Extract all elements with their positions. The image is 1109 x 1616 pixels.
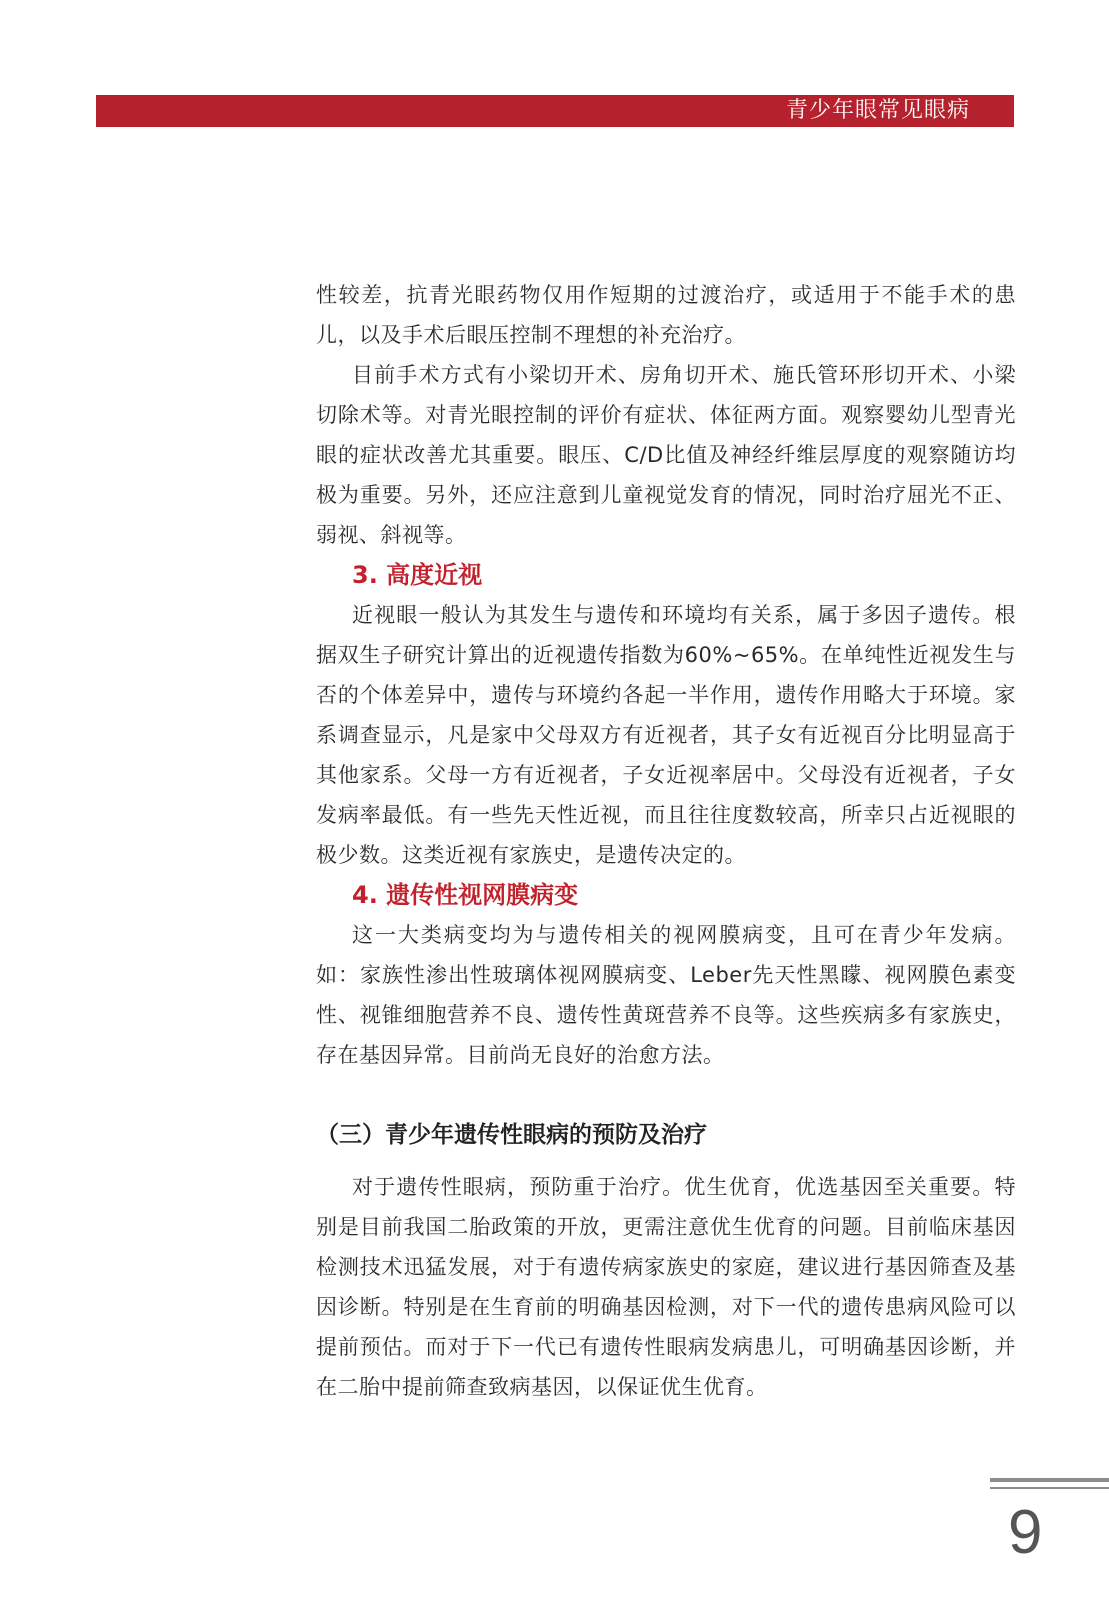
page-number: 9	[1008, 1498, 1043, 1567]
section-3-body: 近视眼一般认为其发生与遗传和环境均有关系，属于多因子遗传。根据双生子研究计算出的近视遗传指数为60%~65%。在单纯性近视发生与否的个体差异中，遗传与环境约各起一半作用，遗传作用略大于环境。家系调查显示，凡是家中父母双方有近视者，其子女有近视百分比明显高于其他家系。父母一方有近视者，子女近视率居中。父母没有近视者，子女发病率最低。有一些先天性近视，而且往往度数较高，所幸只占近视眼的极少数。这类近视有家族史，是遗传决定的。	[316, 603, 1016, 867]
paragraph-intro-1: 性较差，抗青光眼药物仅用作短期的过渡治疗，或适用于不能手术的患儿，以及手术后眼压控制不理想的补充治疗。	[316, 283, 1016, 347]
footer-divider-thin	[990, 1487, 1109, 1489]
section-4-body: 这一大类病变均为与遗传相关的视网膜病变，且可在青少年发病。如：家族性渗出性玻璃体视网膜病变、Leber先天性黑矇、视网膜色素变性、视锥细胞营养不良、遗传性黄斑营养不良等。这些疾病多有家族史，存在基因异常。目前尚无良好的治愈方法。	[316, 923, 1016, 1067]
section-three-heading: （三）青少年遗传性眼病的预防及治疗	[316, 1122, 707, 1148]
header-bar	[96, 95, 1014, 127]
footer-divider-thick	[990, 1478, 1109, 1482]
section-4-heading: 4. 遗传性视网膜病变	[352, 881, 579, 909]
paragraph-intro-2: 目前手术方式有小梁切开术、房角切开术、施氏管环形切开术、小梁切除术等。对青光眼控制的评价有症状、体征两方面。观察婴幼儿型青光眼的症状改善尤其重要。眼压、C/D比值及神经纤维层厚度的观察随访均极为重要。另外，还应注意到儿童视觉发育的情况，同时治疗屈光不正、弱视、斜视等。	[316, 363, 1016, 547]
page-footer	[990, 1478, 1109, 1598]
header-title: 青少年眼常见眼病	[785, 98, 970, 123]
section-three-body: 对于遗传性眼病，预防重于治疗。优生优育，优选基因至关重要。特别是目前我国二胎政策的开放，更需注意优生优育的问题。目前临床基因检测技术迅猛发展，对于有遗传病家族史的家庭，建议进行基因筛查及基因诊断。特别是在生育前的明确基因检测，对下一代的遗传患病风险可以提前预估。而对于下一代已有遗传性眼病发病患儿，可明确基因诊断，并在二胎中提前筛查致病基因，以保证优生优育。	[316, 1175, 1016, 1399]
section-3-heading: 3. 高度近视	[352, 561, 483, 589]
page-content	[316, 275, 1016, 1407]
